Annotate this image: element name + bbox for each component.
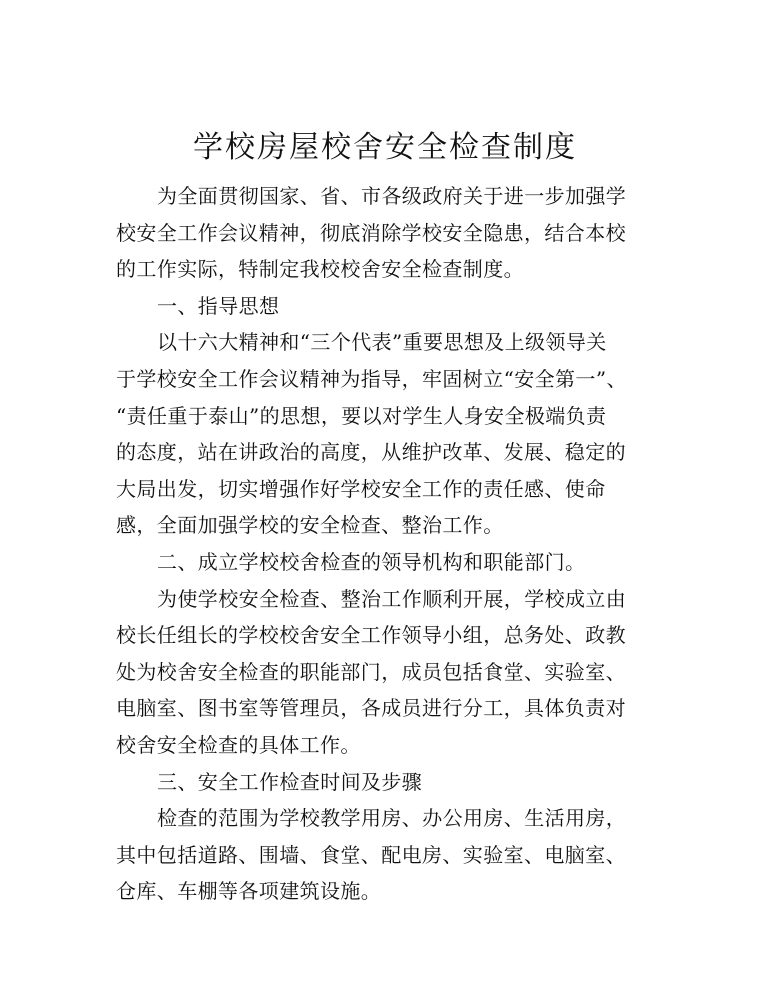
text-line: 以十六大精神和“三个代表”重要思想及上级领导关 bbox=[157, 330, 607, 355]
text-line: 于学校安全工作会议精神为指导，牢固树立“安全第一”、 bbox=[116, 366, 627, 391]
text-line: 校长任组长的学校校舍安全工作领导小组，总务处、政教 bbox=[116, 623, 626, 648]
text-line: 为全面贯彻国家、省、市各级政府关于进一步加强学 bbox=[157, 184, 627, 208]
text-line: 电脑室、图书室等管理员，各成员进行分工，具体负责对 bbox=[116, 696, 626, 721]
text-line: 的工作实际，特制定我校校舍安全检查制度。 bbox=[116, 257, 524, 282]
text-line: 为使学校安全检查、整治工作顺利开展，学校成立由 bbox=[157, 586, 627, 611]
text-line: 校安全工作会议精神，彻底消除学校安全隐患，结合本校 bbox=[116, 220, 626, 245]
text-line: 校舍安全检查的具体工作。 bbox=[116, 732, 361, 757]
document-body bbox=[116, 178, 636, 910]
text-line: 三、安全工作检查时间及步骤 bbox=[157, 769, 423, 794]
text-line: 一、指导思想 bbox=[157, 293, 280, 318]
text-line: 感，全面加强学校的安全检查、整治工作。 bbox=[116, 513, 504, 538]
text-line: 二、成立学校校舍检查的领导机构和职能部门。 bbox=[157, 549, 586, 574]
text-line: “责任重于泰山”的思想，要以对学生人身安全极端负责 bbox=[116, 403, 607, 428]
text-line: 检查的范围为学校教学用房、办公用房、生活用房， bbox=[157, 806, 627, 831]
text-line: 大局出发，切实增强作好学校安全工作的责任感、使命 bbox=[116, 476, 606, 501]
text-line: 其中包括道路、围墙、食堂、配电房、实验室、电脑室、 bbox=[116, 842, 626, 867]
text-line: 仓库、车棚等各项建筑设施。 bbox=[116, 879, 382, 904]
text-line: 的态度，站在讲政治的高度，从维护改革、发展、稳定的 bbox=[116, 440, 626, 465]
document-title: 学校房屋校舍安全检查制度 bbox=[193, 130, 577, 165]
text-line: 处为校舍安全检查的职能部门，成员包括食堂、实验室、 bbox=[116, 659, 626, 684]
